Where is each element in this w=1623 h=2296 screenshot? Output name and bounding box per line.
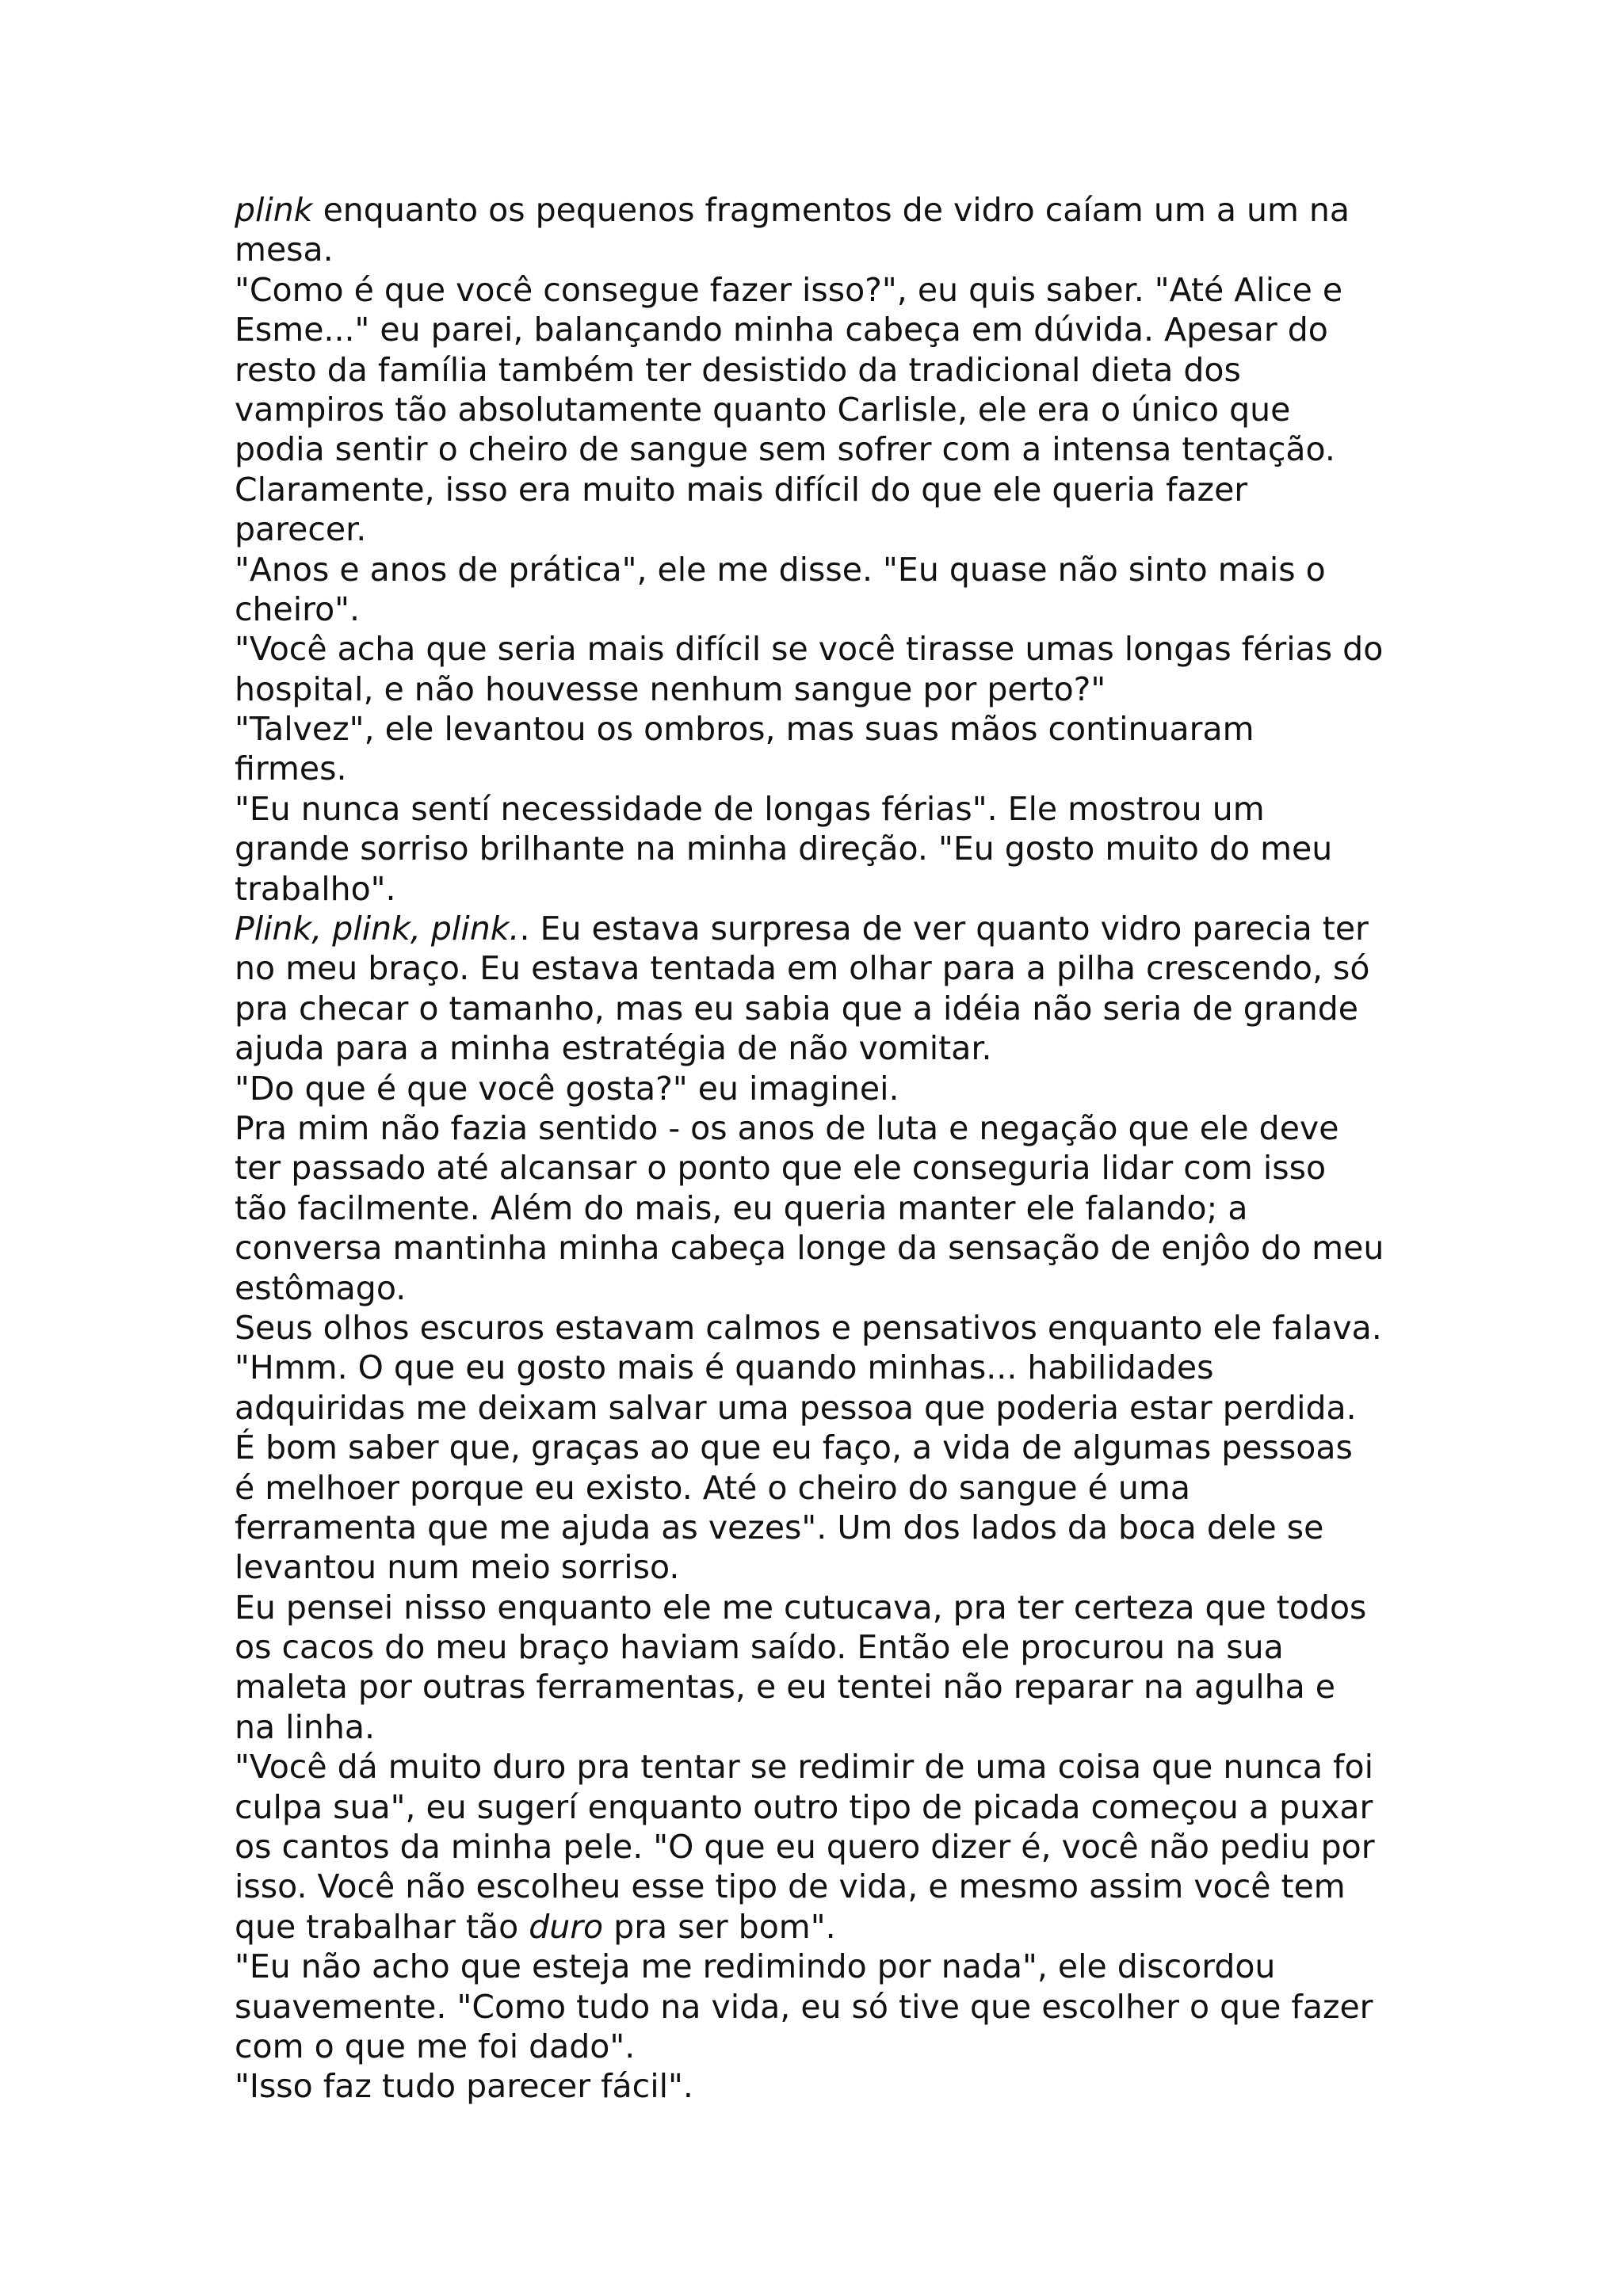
body-text bbox=[235, 190, 1423, 2107]
text-line bbox=[235, 948, 1423, 988]
text-line bbox=[235, 1308, 1423, 1348]
text-segment: "Hmm. O que eu gosto mais é quando minhas... habilidades bbox=[235, 1348, 1214, 1387]
text-segment: "Você acha que seria mais difícil se você tirasse umas longas férias do bbox=[235, 630, 1384, 669]
text-line bbox=[235, 1108, 1423, 1148]
text-segment: "Anos e anos de prática", ele me disse. "Eu quase não sinto mais o bbox=[235, 550, 1326, 589]
text-segment: "Você dá muito duro pra tentar se redimir de uma coisa que nunca foi bbox=[235, 1748, 1373, 1787]
text-segment: trabalho". bbox=[235, 869, 396, 908]
text-segment: levantou num meio sorriso. bbox=[235, 1548, 680, 1587]
text-segment: grande sorriso brilhante na minha direção. "Eu gosto muito do meu bbox=[235, 830, 1333, 868]
italic-text: duro bbox=[529, 1907, 604, 1946]
text-line bbox=[235, 390, 1423, 429]
text-line bbox=[235, 1228, 1423, 1268]
text-segment: "Eu nunca sentí necessidade de longas férias". Ele mostrou um bbox=[235, 789, 1265, 828]
text-segment: enquanto os pequenos fragmentos de vidro caíam um a um na bbox=[312, 191, 1350, 229]
text-line bbox=[235, 1667, 1423, 1707]
text-line bbox=[235, 1547, 1423, 1587]
text-segment: que trabalhar tão bbox=[235, 1907, 529, 1946]
text-segment: na linha. bbox=[235, 1707, 376, 1746]
text-segment: . Eu estava surpresa de ver quanto vidro parecia ter bbox=[519, 910, 1369, 948]
text-line bbox=[235, 1148, 1423, 1188]
text-line bbox=[235, 2066, 1423, 2106]
text-segment: adquiridas me deixam salvar uma pessoa que poderia estar perdida. bbox=[235, 1388, 1357, 1427]
text-line bbox=[235, 190, 1423, 230]
text-line bbox=[235, 589, 1423, 629]
text-segment: tão facilmente. Além do mais, eu queria manter ele falando; a bbox=[235, 1188, 1248, 1227]
italic-text: Plink, plink, plink. bbox=[235, 910, 520, 948]
text-line bbox=[235, 989, 1423, 1028]
text-line bbox=[235, 1947, 1423, 1986]
text-segment: "Do que é que você gosta?" eu imaginei. bbox=[235, 1069, 899, 1108]
text-line bbox=[235, 869, 1423, 909]
text-segment: conversa mantinha minha cabeça longe da sensação de enjôo do meu bbox=[235, 1229, 1384, 1268]
text-line bbox=[235, 509, 1423, 549]
text-segment: Esme..." eu parei, balançando minha cabeça em dúvida. Apesar do bbox=[235, 311, 1328, 349]
text-segment: ajuda para a minha estratégia de não vomitar. bbox=[235, 1029, 992, 1068]
text-line bbox=[235, 310, 1423, 349]
text-line bbox=[235, 350, 1423, 390]
text-line bbox=[235, 1907, 1423, 1947]
text-segment: firmes. bbox=[235, 749, 347, 788]
text-line bbox=[235, 1428, 1423, 1467]
text-segment: É bom saber que, graças ao que eu faço, a vida de algumas pessoas bbox=[235, 1428, 1353, 1467]
text-line bbox=[235, 1707, 1423, 1747]
text-segment: isso. Você não escolheu esse tipo de vida, e mesmo assim você tem bbox=[235, 1867, 1346, 1906]
text-line bbox=[235, 1627, 1423, 1667]
text-line bbox=[235, 789, 1423, 829]
text-line bbox=[235, 1188, 1423, 1228]
italic-text: plink bbox=[235, 191, 313, 229]
text-line bbox=[235, 270, 1423, 310]
text-segment: "Eu não acho que esteja me redimindo por nada", ele discordou bbox=[235, 1947, 1276, 1986]
text-line bbox=[235, 429, 1423, 469]
text-segment: hospital, e não houvesse nenhum sangue por perto?" bbox=[235, 669, 1106, 708]
text-segment: Eu pensei nisso enquanto ele me cutucava, pra ter certeza que todos bbox=[235, 1588, 1367, 1627]
text-line bbox=[235, 1588, 1423, 1627]
text-segment: suavemente. "Como tudo na vida, eu só tive que escolher o que fazer bbox=[235, 1987, 1373, 2026]
text-segment: parecer. bbox=[235, 510, 367, 549]
text-segment: com o que me foi dado". bbox=[235, 2027, 636, 2065]
text-line bbox=[235, 1028, 1423, 1068]
text-line bbox=[235, 470, 1423, 509]
text-line bbox=[235, 1867, 1423, 1906]
text-segment: pra checar o tamanho, mas eu sabia que a idéia não seria de grande bbox=[235, 989, 1358, 1028]
text-line bbox=[235, 1268, 1423, 1308]
text-segment: Claramente, isso era muito mais difícil do que ele queria fazer bbox=[235, 470, 1248, 509]
text-segment: Seus olhos escuros estavam calmos e pensativos enquanto ele falava. bbox=[235, 1308, 1382, 1347]
text-line bbox=[235, 1069, 1423, 1108]
text-segment: "Talvez", ele levantou os ombros, mas suas mãos continuaram bbox=[235, 710, 1254, 749]
text-line bbox=[235, 629, 1423, 669]
text-segment: cheiro". bbox=[235, 589, 361, 628]
text-line bbox=[235, 1987, 1423, 2027]
text-segment: culpa sua", eu sugerí enquanto outro tipo de picada começou a puxar bbox=[235, 1787, 1373, 1826]
text-line bbox=[235, 749, 1423, 788]
text-line bbox=[235, 550, 1423, 589]
text-segment: estômago. bbox=[235, 1268, 407, 1307]
text-line bbox=[235, 1747, 1423, 1787]
text-line bbox=[235, 1388, 1423, 1428]
text-line bbox=[235, 1508, 1423, 1547]
text-line bbox=[235, 2027, 1423, 2066]
text-segment: "Como é que você consegue fazer isso?", eu quis saber. "Até Alice e bbox=[235, 270, 1343, 309]
text-line bbox=[235, 1827, 1423, 1867]
text-line bbox=[235, 709, 1423, 749]
text-segment: resto da família também ter desistido da tradicional dieta dos bbox=[235, 350, 1241, 389]
text-segment: ter passado até alcansar o ponto que ele conseguria lidar com isso bbox=[235, 1149, 1327, 1188]
text-line bbox=[235, 230, 1423, 269]
text-segment: pra ser bom". bbox=[603, 1907, 836, 1946]
text-line bbox=[235, 1468, 1423, 1508]
text-segment: os cantos da minha pele. "O que eu quero dizer é, você não pediu por bbox=[235, 1828, 1375, 1867]
text-line bbox=[235, 1787, 1423, 1827]
text-segment: mesa. bbox=[235, 231, 334, 269]
text-segment: Pra mim não fazia sentido - os anos de luta e negação que ele deve bbox=[235, 1108, 1339, 1147]
text-segment: podia sentir o cheiro de sangue sem sofrer com a intensa tentação. bbox=[235, 430, 1335, 469]
text-segment: "Isso faz tudo parecer fácil". bbox=[235, 2067, 693, 2106]
text-segment: vampiros tão absolutamente quanto Carlisle, ele era o único que bbox=[235, 390, 1291, 429]
text-line bbox=[235, 829, 1423, 868]
text-line bbox=[235, 909, 1423, 948]
text-segment: ferramenta que me ajuda as vezes". Um dos lados da boca dele se bbox=[235, 1508, 1324, 1547]
text-segment: os cacos do meu braço haviam saído. Então ele procurou na sua bbox=[235, 1628, 1284, 1667]
text-line bbox=[235, 669, 1423, 709]
text-segment: no meu braço. Eu estava tentada em olhar para a pilha crescendo, só bbox=[235, 949, 1370, 988]
text-segment: é melhoer porque eu existo. Até o cheiro do sangue é uma bbox=[235, 1468, 1190, 1507]
text-segment: maleta por outras ferramentas, e eu tentei não reparar na agulha e bbox=[235, 1668, 1335, 1707]
text-line bbox=[235, 1348, 1423, 1387]
